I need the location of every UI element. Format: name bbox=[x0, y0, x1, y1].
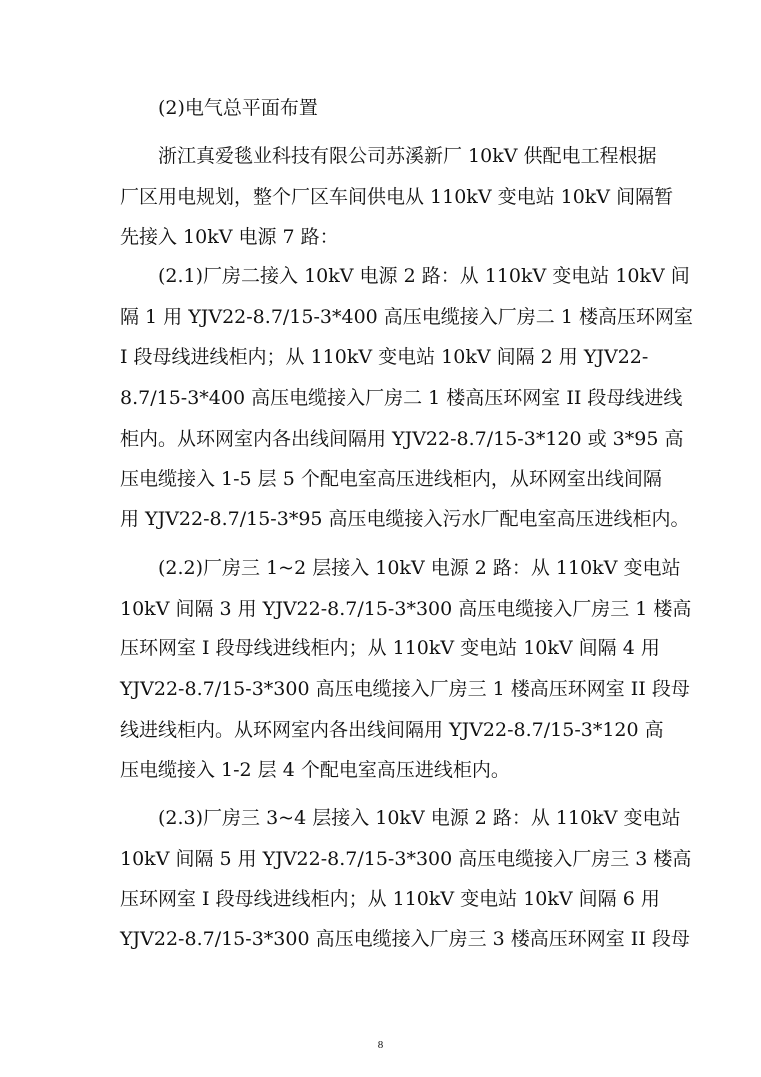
paragraph-line: 线进线柜内。从环网室内各出线间隔用 YJV22-8.7/15-3*120 高 bbox=[120, 719, 664, 741]
paragraph-line: (2.3)厂房三 3~4 层接入 10kV 电源 2 路：从 110kV 变电站 bbox=[158, 807, 681, 829]
section-heading: (2)电气总平面布置 bbox=[158, 97, 318, 119]
paragraph-line: I 段母线进线柜内；从 110kV 变电站 10kV 间隔 2 用 YJV22- bbox=[120, 346, 649, 368]
paragraph-line: 8.7/15-3*400 高压电缆接入厂房二 1 楼高压环网室 II 段母线进线 bbox=[120, 387, 683, 409]
paragraph-line: 先接入 10kV 电源 7 路： bbox=[120, 226, 339, 248]
paragraph-line: 压环网室 I 段母线进线柜内；从 110kV 变电站 10kV 间隔 6 用 bbox=[120, 888, 660, 910]
paragraph-line: 浙江真爱毯业科技有限公司苏溪新厂 10kV 供配电工程根据 bbox=[158, 145, 657, 167]
paragraph-line: 压环网室 I 段母线进线柜内；从 110kV 变电站 10kV 间隔 4 用 bbox=[120, 637, 660, 659]
paragraph-line: 10kV 间隔 3 用 YJV22-8.7/15-3*300 高压电缆接入厂房三 1 楼高 bbox=[120, 598, 692, 620]
paragraph-line: 柜内。从环网室内各出线间隔用 YJV22-8.7/15-3*120 或 3*95 高 bbox=[120, 428, 684, 450]
paragraph-line: 压电缆接入 1-2 层 4 个配电室高压进线柜内。 bbox=[120, 759, 510, 781]
paragraph-line: 10kV 间隔 5 用 YJV22-8.7/15-3*300 高压电缆接入厂房三 3 楼高 bbox=[120, 848, 692, 870]
paragraph-line: (2.2)厂房三 1~2 层接入 10kV 电源 2 路：从 110kV 变电站 bbox=[158, 557, 681, 579]
paragraph-line: 压电缆接入 1-5 层 5 个配电室高压进线柜内，从环网室出线间隔 bbox=[120, 468, 662, 490]
paragraph-line: 隔 1 用 YJV22-8.7/15-3*400 高压电缆接入厂房二 1 楼高压环网室 bbox=[120, 306, 693, 328]
paragraph-line: YJV22-8.7/15-3*300 高压电缆接入厂房三 1 楼高压环网室 II 段母 bbox=[120, 678, 690, 700]
paragraph-line: 用 YJV22-8.7/15-3*95 高压电缆接入污水厂配电室高压进线柜内。 bbox=[120, 508, 690, 530]
paragraph-line: (2.1)厂房二接入 10kV 电源 2 路：从 110kV 变电站 10kV 间 bbox=[158, 265, 690, 287]
paragraph-line: YJV22-8.7/15-3*300 高压电缆接入厂房三 3 楼高压环网室 II 段母 bbox=[120, 928, 690, 950]
page-number: 8 bbox=[377, 1039, 384, 1051]
paragraph-line: 厂区用电规划，整个厂区车间供电从 110kV 变电站 10kV 间隔暂 bbox=[120, 186, 674, 208]
